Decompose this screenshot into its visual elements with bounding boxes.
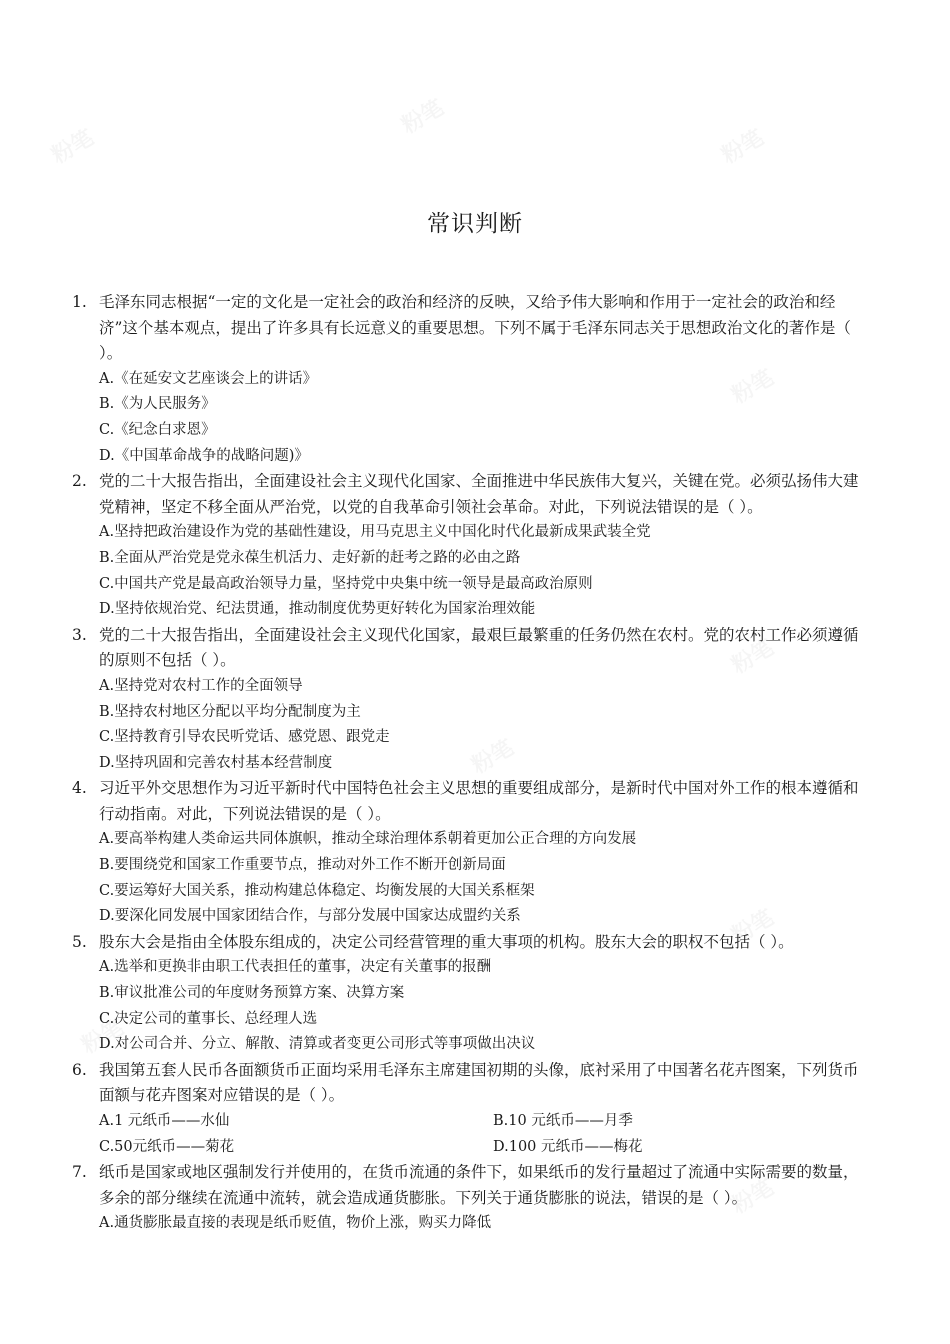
question-number: 1.: [72, 293, 87, 311]
option-b: B.坚持农村地区分配以平均分配制度为主: [99, 703, 361, 720]
option-list: [72, 367, 872, 469]
option-a: A.要高举构建人类命运共同体旗帜，推动全球治理体系朝着更加公正合理的方向发展: [99, 831, 637, 848]
option-a: A.通货膨胀最直接的表现是纸币贬值，物价上涨，购买力降低: [99, 1215, 492, 1232]
question-3: [72, 623, 872, 777]
option-d: D.坚持依规治党、纪法贯通，推动制度优势更好转化为国家治理效能: [99, 601, 536, 618]
option-d: D.坚持巩固和完善农村基本经营制度: [99, 754, 333, 771]
option-list: [72, 827, 872, 929]
option-a: A.坚持党对农村工作的全面领导: [99, 677, 303, 694]
option-c: C.决定公司的董事长、总经理人选: [99, 1010, 318, 1027]
question-text: 习近平外交思想作为习近平新时代中国特色社会主义思想的重要组成部分，是新时代中国对外工作的根本遵循和行动指南。对此，下列说法错误的是（ ）。: [99, 779, 859, 823]
option-b: B.10 元纸币——月季: [493, 1113, 633, 1129]
option-list: [72, 955, 872, 1057]
question-number: 2.: [72, 472, 87, 491]
option-list: [72, 520, 872, 622]
option-d: D.《中国革命战争的战略问题)》: [99, 447, 309, 464]
question-stem: [72, 930, 872, 956]
watermark: [715, 121, 769, 170]
question-text: 我国第五套人民币各面额货币正面均采用毛泽东主席建国初期的头像，底衬采用了中国著名花卉图案，下列货币面额与花卉图案对应错误的是（ ）。: [99, 1060, 859, 1105]
question-2: [72, 469, 872, 623]
watermark: [395, 91, 449, 140]
question-1: [72, 290, 872, 469]
question-text: 纸币是国家或地区强制发行并使用的，在货币流通的条件下，如果纸币的发行量超过了流通中实际需要的数量，多余的部分继续在流通中流转，就会造成通货膨胀。下列关于通货膨胀的说法，错误的是（ ）。: [99, 1163, 859, 1207]
option-d: D.100 元纸币——梅花: [493, 1138, 643, 1155]
option-a: A.坚持把政治建设作为党的基础性建设，用马克思主义中国化时代化最新成果武装全党: [99, 524, 651, 541]
question-stem: [72, 290, 872, 367]
question-4: [72, 776, 872, 930]
option-b: B.要围绕党和国家工作重要节点，推动对外工作不断开创新局面: [99, 857, 506, 874]
page-title: 常识判断: [427, 211, 523, 237]
option-d: D.对公司合并、分立、解散、清算或者变更公司形式等事项做出决议: [99, 1036, 536, 1053]
option-c: C.《纪念白求恩》: [99, 421, 216, 438]
question-stem: [72, 1160, 872, 1211]
question-stem: [72, 1058, 872, 1109]
option-c: C.中国共产党是最高政治领导力量，坚持党中央集中统一领导是最高政治原则: [99, 575, 593, 592]
option-a: A.《在延安文艺座谈会上的讲话》: [99, 370, 318, 387]
question-text: 股东大会是指由全体股东组成的，决定公司经营管理的重大事项的机构。股东大会的职权不包括（ ）。: [99, 932, 794, 951]
option-list: [72, 1109, 872, 1160]
question-5: [72, 930, 872, 1058]
question-6: [72, 1058, 872, 1160]
option-d: D.要深化同发展中国家团结合作，与部分发展中国家达成盟约关系: [99, 908, 521, 925]
question-text: 党的二十大报告指出，全面建设社会主义现代化国家、全面推进中华民族伟大复兴，关键在党。必须弘扬伟大建党精神，坚定不移全面从严治党，以党的自我革命引领社会革命。对此，下列说法错误的是（ ）。: [99, 472, 859, 516]
question-7: [72, 1160, 872, 1237]
question-number: 7.: [72, 1163, 87, 1182]
question-number: 3.: [72, 625, 87, 644]
option-c: C.要运筹好大国关系，推动构建总体稳定、均衡发展的大国关系框架: [99, 882, 535, 899]
option-b: B.审议批准公司的年度财务预算方案、决算方案: [99, 985, 405, 1002]
option-a: A.1 元纸币——水仙: [99, 1113, 230, 1129]
question-stem: [72, 469, 872, 520]
option-b: B.《为人民服务》: [99, 396, 216, 413]
question-text: 毛泽东同志根据“一定的文化是一定社会的政治和经济的反映，又给予伟大影响和作用于一定社会的政治和经济”这个基本观点，提出了许多具有长远意义的重要思想。下列不属于毛泽东同志关于思想政治文化的著作是（ ）。: [99, 293, 851, 363]
question-number: 4.: [72, 779, 87, 798]
question-stem: [72, 623, 872, 674]
option-list: [72, 1211, 872, 1237]
question-text: 党的二十大报告指出，全面建设社会主义现代化国家，最艰巨最繁重的任务仍然在农村。党的农村工作必须遵循的原则不包括（ ）。: [99, 625, 859, 670]
option-list: [72, 674, 872, 776]
question-list: [72, 290, 872, 1237]
question-number: 5.: [72, 932, 87, 951]
option-c: C.50元纸币——菊花: [99, 1138, 235, 1155]
option-c: C.坚持教育引导农民听党话、感党恩、跟党走: [99, 729, 390, 746]
option-b: B.全面从严治党是党永葆生机活力、走好新的赶考之路的必由之路: [99, 549, 521, 566]
question-number: 6.: [72, 1060, 87, 1079]
question-stem: [72, 776, 872, 827]
watermark: [45, 121, 99, 170]
option-a: A.选举和更换非由职工代表担任的董事，决定有关董事的报酬: [99, 959, 492, 976]
